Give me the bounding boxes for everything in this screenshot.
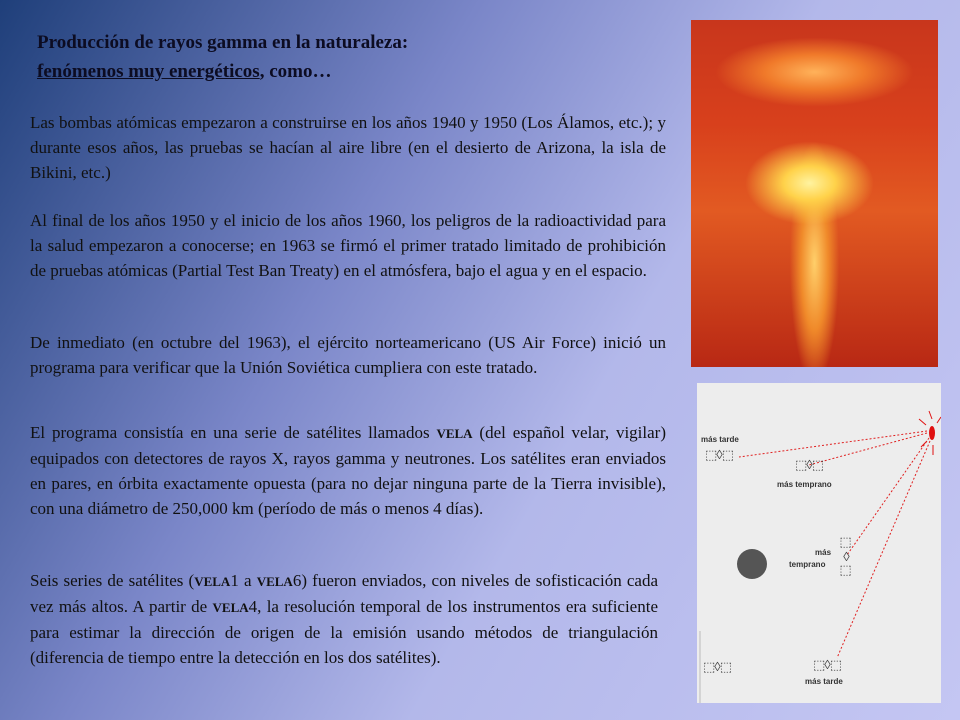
diagram-svg: [697, 383, 941, 703]
vela-name: VELA: [212, 600, 249, 615]
text-span: Seis series de satélites (: [30, 571, 195, 590]
title-line-1: Producción de rayos gamma en la naturaleza:: [37, 32, 409, 53]
ray-to-sat-mid: [847, 438, 929, 555]
paragraph-vela-program: [30, 420, 666, 521]
title-underlined-text: fenómenos muy energéticos: [37, 61, 260, 82]
label-mas-temprano-mid-2: temprano: [789, 560, 826, 569]
text-span: 6) fueron enviados, con niveles de sofisticación cada vez más altos. A partir de: [30, 571, 659, 616]
satellite-icon: ⬚◊⬚: [839, 535, 854, 577]
paragraph-vela-series: [30, 568, 658, 670]
text-span: 1 a: [230, 571, 257, 590]
title-line-2: [37, 57, 677, 86]
satellite-icon: ⬚◊⬚: [813, 657, 841, 672]
paragraph-test-ban-treaty: Al final de los años 1950 y el inicio de los años 1960, los peligros de la radioactividad para la salud empezaron a conocerse; en 1963 se firmó el primer tratado limitado de prohibición de pruebas atómicas (Partial Test Ban Treaty) en el atmósfera, bajo el agua y en el espacio.: [30, 211, 666, 280]
vela-name: VELA: [194, 574, 231, 589]
title-rest-text: , como…: [259, 61, 332, 82]
satellite-icon: ⬚◊⬚: [703, 659, 731, 674]
text-span: 4, la resolución temporal de los instrumentos era suficiente para estimar la dirección de origen de la emisión usando métodos de triangulación (diferencia de tiempo entre la detección en los dos satélites).: [30, 597, 658, 667]
ray-to-sat-top-left: [739, 431, 927, 457]
label-mas-temprano-mid-1: más: [815, 548, 832, 557]
satellite-icon: ⬚◊⬚: [795, 457, 823, 472]
text-span: El programa consistía en una serie de satélites llamados: [30, 423, 437, 442]
vela-triangulation-diagram: [697, 383, 941, 703]
text-span: (del español velar, vigilar) equipados con detectores de rayos X, rayos gamma y neutrones. Los satélites eran enviados en pares, en órbita exactamente opuesta (para no dejar ninguna parte de la Tierra invisible), con una diámetro de 250,000 km (período de más o menos 4 días).: [30, 423, 666, 518]
vela-name: VELA: [256, 574, 293, 589]
paragraph-us-air-force: De inmediato (en octubre del 1963), el ejército norteamericano (US Air Force) inició un programa para verificar que la Unión Soviética cumpliera con este tratado.: [30, 333, 666, 377]
slide-title: [37, 28, 677, 86]
vela-name: VELA: [436, 426, 473, 441]
ray-to-sat-top-right: [809, 433, 927, 465]
label-mas-tarde-top: más tarde: [701, 435, 739, 444]
paragraph-atomic-bombs: Las bombas atómicas empezaron a construirse en los años 1940 y 1950 (Los Álamos, etc.); y durante esos años, las pruebas se hacían al aire libre (en el desierto de Arizona, la isla de Bikini, etc.): [30, 113, 666, 182]
gamma-rays: [739, 431, 930, 658]
nuclear-explosion-photo: [691, 20, 938, 367]
label-mas-tarde-bottom: más tarde: [805, 677, 843, 686]
earth-icon: [737, 549, 767, 579]
label-mas-temprano-top: más temprano: [777, 480, 832, 489]
satellite-icon: ⬚◊⬚: [705, 447, 733, 462]
